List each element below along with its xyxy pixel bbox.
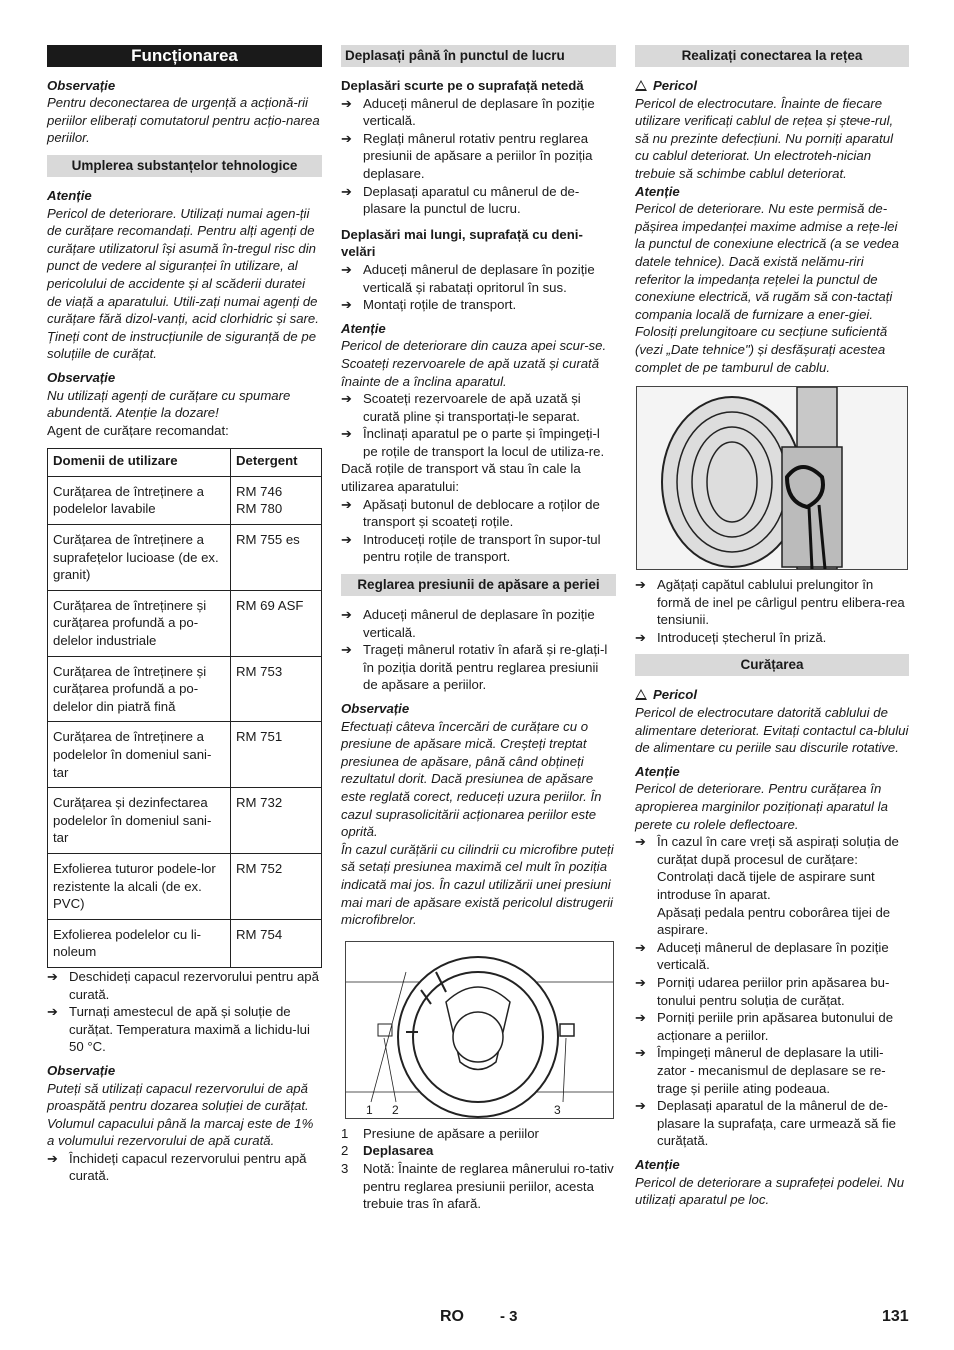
legend-text: Presiune de apăsare a periilor — [363, 1125, 539, 1141]
table-row — [48, 476, 322, 524]
caution-heading: Atenție — [47, 187, 92, 203]
footer-page-number: 131 — [882, 1308, 909, 1325]
short-moves-heading: Deplasări scurte pe o suprafață netedă — [341, 78, 584, 93]
step-item: ➔ Introduceți roțile de transport în supor-tul pentru roțile de transport. — [341, 531, 616, 566]
danger-heading — [635, 686, 909, 704]
column-2 — [341, 45, 616, 1213]
note-heading: Observație — [341, 701, 410, 716]
warning-triangle-icon — [635, 689, 647, 700]
step-subitem: Controlați dacă tijele de aspirare sunt introduse în aparat. — [657, 869, 875, 902]
long-moves-heading: Deplasări mai lungi, suprafață cu deni-velări — [341, 226, 583, 260]
caution-heading: Atenție — [635, 763, 680, 779]
step-item: ➔ Apăsați butonul de deblocare a roților de transport și scoateți roțile. — [341, 496, 616, 531]
legend-number: 3 — [341, 1160, 349, 1176]
recommended-label: Agent de curățare recomandat: — [47, 422, 229, 438]
figure-label-2: 2 — [392, 1102, 399, 1117]
step-item: ➔ Trageți mânerul rotativ în afară și re-glați-l în poziția dorită pentru reglarea presiunii de apăsare a periilor. — [341, 641, 616, 694]
step-item: ➔ Aduceți mânerul de deplasare în poziție verticală. — [635, 939, 909, 974]
caution-text: Pericol de deteriorare a suprafeței podelei. Nu utilizați aparatul pe loc. — [635, 1174, 905, 1208]
note-text: Efectuați câteva încercări de curățare cu o presiune de apăsare mică. Creșteți treptat presiunea de apăsare, până când obțineți rezultatul dorit. Dacă presiunea de apăsare este reglată corect, reduceți uzura periilor. În cazul suprasolicitării acționarea periilor este oprită. — [341, 718, 602, 840]
step-item: ➔ Aduceți mânerul de deplasare în poziție verticală și rabatați opritorul în sus. — [341, 261, 616, 296]
note-text: Pentru deconectarea de urgență a acționă-rii periilor eliberați comutatorul pentru acțio-narea periilor. — [47, 95, 320, 146]
table-cell-detergent: RM 69 ASF — [231, 590, 322, 656]
table-cell-area: Curățarea de întreținere a suprafețelor lucioase (de ex. granit) — [48, 525, 231, 591]
warning-triangle-icon — [635, 80, 647, 91]
danger-heading-text: Pericol — [653, 687, 697, 703]
table-cell-detergent: RM 753 — [231, 656, 322, 722]
table-cell-detergent: RM 751 — [231, 722, 322, 788]
figure-label-1: 1 — [366, 1102, 373, 1117]
legend-item — [341, 1142, 616, 1160]
table-header-detergent: Detergent — [231, 449, 322, 477]
table-row — [48, 722, 322, 788]
table-row — [48, 853, 322, 919]
table-cell-area: Exfolierea tuturor podele-lor rezistente la alcali (de ex. PVC) — [48, 853, 231, 919]
pressure-knob-figure — [345, 941, 614, 1119]
step-item: ➔ Închideți capacul rezervorului pentru apă curată. — [47, 1150, 322, 1185]
table-cell-area: Curățarea de întreținere a podelelor lavabile — [48, 476, 231, 524]
note-text: Nu utilizați agenți de curățare cu spumare abundentă. Atenție la dozare! — [47, 387, 291, 421]
step-item: ➔ Împingeți mânerul de deplasare la utili-zator - mecanismul de deplasare se re-trage și periile ating podeaua. — [635, 1044, 909, 1097]
legend-text: Notă: Înainte de reglarea mânerului ro-tativ pentru reglarea presiunii periilor, acesta trebuie tras în afară. — [363, 1160, 614, 1212]
caution-text-2: Țineți cont de instrucțiunile de siguranță de pe soluțiile de curățat. — [47, 328, 317, 362]
step-item: ➔ Înclinați aparatul pe o parte și împingeți-l pe roțile de transport la locul de utiliza-re. — [341, 425, 616, 460]
caution-text: Pericol de deteriorare din cauza apei scur-se. Scoateți rezervoarele de apă uzată și curată înainte de a înclina aparatul. — [341, 338, 607, 389]
caution-heading: Atenție — [635, 183, 680, 199]
table-header-row — [48, 449, 322, 477]
danger-heading-text: Pericol — [653, 78, 697, 93]
caution-text: Pericol de deteriorare. Utilizați numai agen-ții de curățare recomandați. Pentru alți agenți de curățare utilizatorul își asumă în-tregul risc din punct de vedere al siguranței în utilizare, al pericolului de accidente și al scăderii duratei de viață a aparatului. Utili-zați numai agenți de curățare fără dizol-vanți, acid clorhidric și sare. — [47, 205, 319, 327]
extension-text: Folosiți prelungitoare cu secțiune suficientă (vezi „Date tehnice") și desfășurați acestea complet de pe tamburul de cablu. — [635, 324, 888, 375]
step-item: ➔ Deschideți capacul rezervorului pentru apă curată. — [47, 968, 322, 1003]
danger-heading — [635, 77, 909, 95]
legend-item — [341, 1160, 616, 1213]
table-row — [48, 656, 322, 722]
table-cell-detergent: RM 732 — [231, 788, 322, 854]
note-text-2: În cazul curățării cu cilindrii cu microfibre puteți să setați presiunea maximă cel mult în poziția indicată mai jos. În cazul utilizării unei presiuni mai mari de apăsare există pericolul distrugerii microfibrelor. — [341, 841, 614, 928]
table-header-area: Domenii de utilizare — [48, 449, 231, 477]
table-cell-detergent: RM 746 RM 780 — [231, 476, 322, 524]
step-item: ➔ Turnați amestecul de apă și soluție de curățat. Temperatura maximă a lichidu-lui 50 °C. — [47, 1003, 322, 1056]
legend-number: 1 — [341, 1125, 349, 1141]
section-title-functionarea: Funcționarea — [47, 45, 322, 67]
step-item: ➔ Porniți udarea periilor prin apăsarea bu-tonului pentru soluția de curățat. — [635, 974, 909, 1009]
step-item: ➔ Montați roțile de transport. — [341, 296, 616, 314]
danger-text: Pericol de electrocutare. Înainte de fiecare utilizare verificați cablul de rețea și ștече-rul, să nu prezinte defecțiuni. Nu porniți aparatul cu cablul deteriorat. Un electroteh-nician trebuie să schimbe cablul deteriorat. — [635, 95, 894, 181]
caution-heading: Atenție — [635, 1156, 680, 1172]
step-item: ➔ Aduceți mânerul de deplasare în poziție verticală. — [341, 606, 616, 641]
table-cell-area: Curățarea de întreținere și curățarea profundă a po-delelor din piatră fină — [48, 656, 231, 722]
caution-heading: Atenție — [341, 320, 386, 336]
cable-hook-figure — [636, 386, 908, 570]
subsection-move-header: Deplasați până în punctul de lucru — [341, 45, 616, 67]
cable-hook-illustration — [637, 387, 907, 569]
step-item: ➔ Deplasați aparatul de la mânerul de de-plasare la suprafața, care urmează să fie curățată. — [635, 1097, 909, 1150]
pressure-knob-illustration — [346, 942, 613, 1118]
wheels-intro: Dacă roțile de transport vă stau în cale la utilizarea aparatului: — [341, 461, 581, 495]
step-item: ➔ Agățați capătul cablului prelungitor în formă de inel pe cârligul pentru elibera-rea tensiunii. — [635, 576, 909, 629]
subsection-fill-header: Umplerea substanțelor tehnologice — [47, 155, 322, 177]
subsection-cleaning-header: Curățarea — [635, 654, 909, 676]
footer-language: RO — [440, 1308, 464, 1325]
note-heading: Observație — [47, 1062, 116, 1078]
table-row — [48, 590, 322, 656]
legend-number: 2 — [341, 1143, 349, 1159]
table-row — [48, 788, 322, 854]
step-item: ➔ Porniți periile prin apăsarea butonului de acționare a periilor. — [635, 1009, 909, 1044]
step-item: ➔ Reglați mânerul rotativ pentru reglarea presiunii de apăsare a periilor în poziția deplasare. — [341, 130, 616, 183]
note-text: Puteți să utilizați capacul rezervorului de apă proaspătă pentru dozarea soluției de curățat. Volumul capacului până la marcaj este de 1% a volumului rezervorului de apă curată. — [47, 1080, 314, 1149]
table-row — [48, 525, 322, 591]
column-1 — [47, 45, 322, 1185]
step-item: ➔ În cazul în care vreți să aspirați soluția de curățat după procesul de curățare: — [635, 833, 909, 868]
table-cell-area: Curățarea de întreținere și curățarea profundă a po-delelor industriale — [48, 590, 231, 656]
table-cell-area: Curățarea și dezinfectarea podelelor în domeniul sani-tar — [48, 788, 231, 854]
caution-text: Pericol de deteriorare. Pentru curățarea în apropierea marginilor poziționați aparatul la perete cu rolele deflectoare. — [635, 781, 888, 832]
table-cell-detergent: RM 755 es — [231, 525, 322, 591]
detergent-table — [47, 448, 322, 968]
step-item: ➔ Aduceți mânerul de deplasare în poziție verticală. — [341, 95, 616, 130]
footer-section: - 3 — [500, 1308, 518, 1325]
step-item: ➔ Scoateți rezervoarele de apă uzată și curată pline și transportați-le separat. — [341, 390, 616, 425]
danger-text: Pericol de electrocutare datorită cablului de alimentare deteriorat. Evitați contactul ca-blului de alimentare cu periile sau discurile rotative. — [635, 705, 909, 756]
table-cell-detergent: RM 754 — [231, 919, 322, 967]
table-row — [48, 919, 322, 967]
figure-label-3: 3 — [554, 1102, 561, 1117]
subsection-network-header: Realizați conectarea la rețea — [635, 45, 909, 67]
legend-text: Deplasarea — [363, 1143, 434, 1159]
step-subitem: Apăsați pedala pentru coborârea tijei de aspirare. — [657, 904, 891, 938]
legend-item — [341, 1125, 616, 1143]
note-heading: Observație — [47, 369, 116, 385]
table-cell-area: Curățarea de întreținere a podelelor în domeniul sani-tar — [48, 722, 231, 788]
subsection-pressure-header: Reglarea presiunii de apăsare a periei — [341, 574, 616, 596]
table-cell-area: Exfolierea podelelor cu li-noleum — [48, 919, 231, 967]
step-item: ➔ Introduceți ștecherul în priză. — [635, 629, 909, 647]
column-3 — [635, 45, 909, 1209]
step-item: ➔ Deplasați aparatul cu mânerul de de-plasare la punctul de lucru. — [341, 183, 616, 218]
note-heading: Observație — [47, 77, 116, 93]
caution-text: Pericol de deteriorare. Nu este permisă de-pășirea impedanței maxime admise a rețe-lei la punctul de conexiune electrică (a se vedea datele tehnice). Dacă există nelămu-riri referitor la impedanța rețelei la punctul de conexiune electrică, vă rugăm să con-tactați compania locală de furnizare a ener-giei. — [635, 201, 899, 322]
table-cell-detergent: RM 752 — [231, 853, 322, 919]
